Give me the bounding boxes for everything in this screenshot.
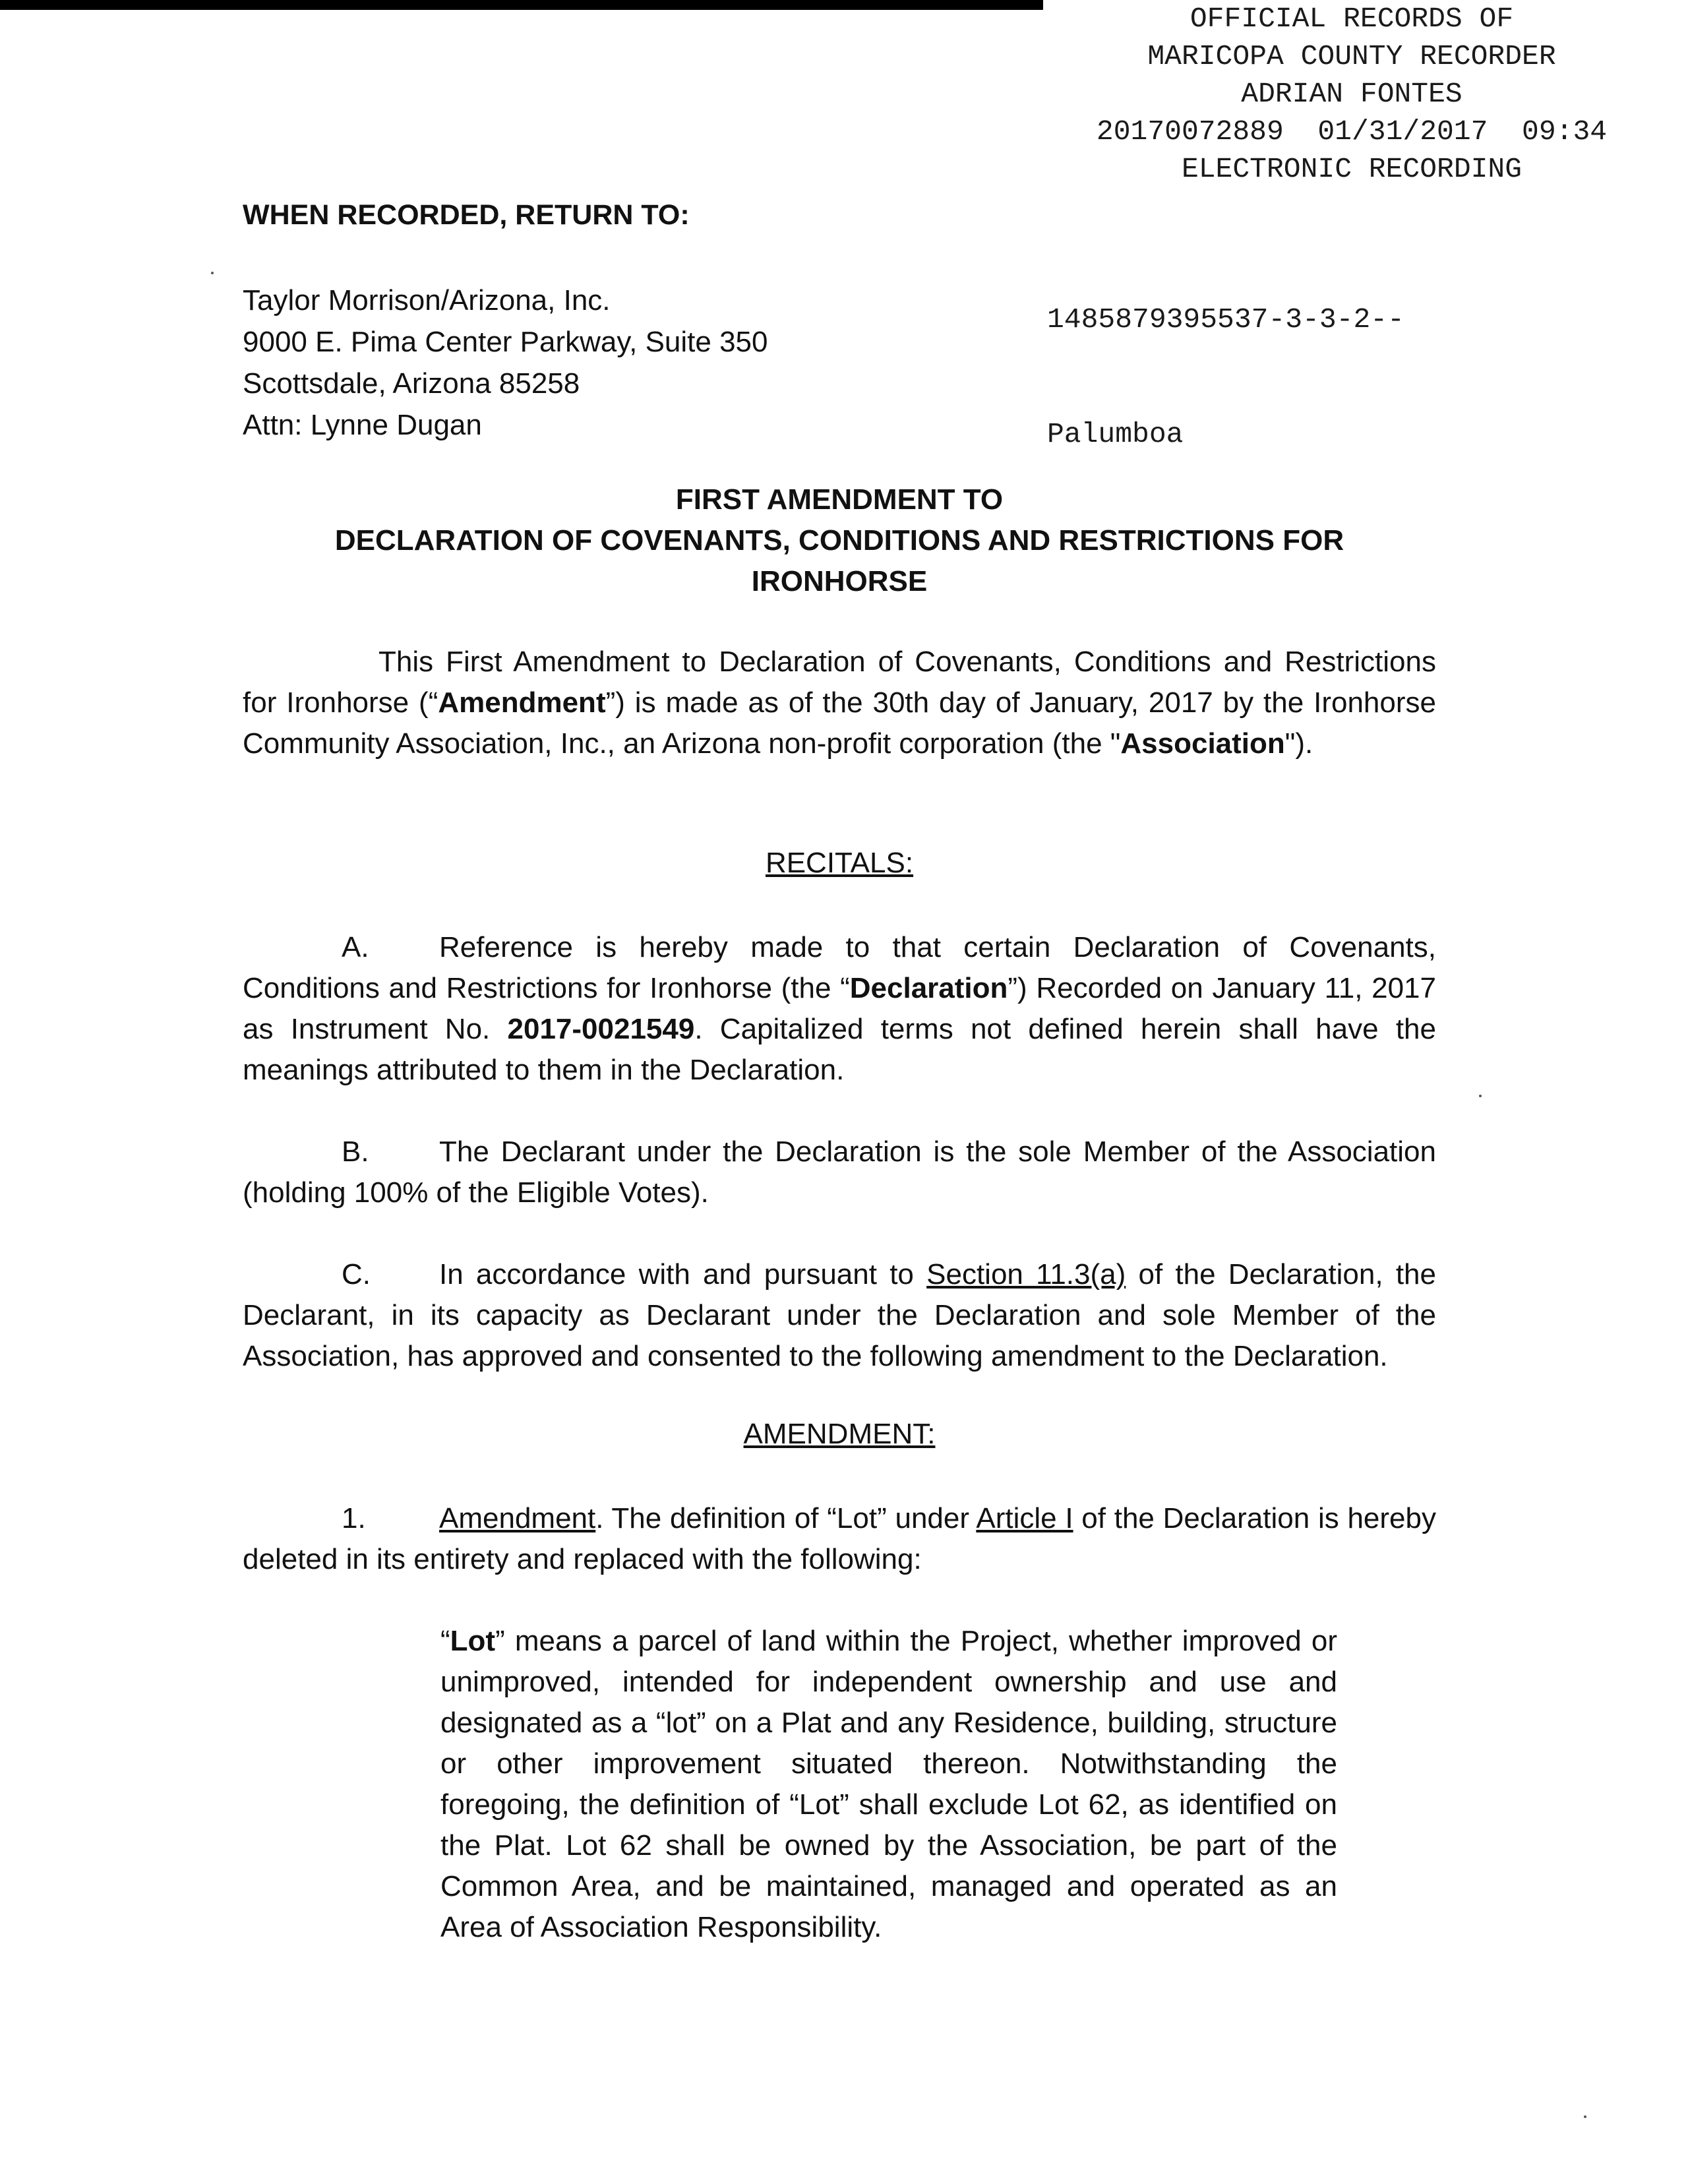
recital-letter: B. [342, 1136, 369, 1168]
text: ” means a parcel of land within the Project, whether improved or unimproved, intended for independent ownership and use and designated as a “lot” on a Plat and any Residence, building, structure or other improvement situated thereon. Notwithstanding the foregoing, the definition of “Lot” shall exclude Lot 62, as identified on the Plat. Lot 62 shall be owned by the Association, be part of the Common Area, and be maintained, managed and operated as an Area of Association Responsibility. [440, 1625, 1337, 1943]
text: ”) Recorded on January 11, 2017 as Instrument No. [243, 972, 1436, 1045]
text: of the Declaration is hereby deleted in its entirety and replaced with the following: [243, 1502, 1436, 1575]
text: of the Declaration, the Declarant, in its capacity as Declarant under the Declaration and sole Member of the Association, has approved and consented to the following amendment to the Declaration. [243, 1258, 1436, 1372]
address-attn: Attn: Lynne Dugan [243, 409, 482, 441]
recital-c [243, 1254, 1436, 1377]
scan-speck [1479, 1095, 1482, 1097]
stamp-clerk: Palumboa [1047, 418, 1184, 450]
recital-letter: C. [342, 1258, 371, 1290]
text: Reference is hereby made to that certain Declaration of Covenants, Conditions and Restrictions for Ironhorse (the “ [243, 931, 1436, 1004]
document-title [243, 479, 1436, 602]
stamp-batch [1047, 224, 1404, 492]
title-line: FIRST AMENDMENT TO [675, 483, 1004, 516]
address-city: Scottsdale, Arizona 85258 [243, 367, 580, 400]
defined-term: Declaration [849, 972, 1008, 1004]
text: "). [1284, 727, 1313, 760]
text: In accordance with and pursuant to [439, 1258, 927, 1290]
section-reference: Section 11.3(a) [926, 1258, 1126, 1290]
recitals-heading: RECITALS: [765, 847, 914, 879]
stamp-line: ADRIAN FONTES [1241, 78, 1462, 110]
lot-definition [440, 1621, 1337, 1948]
recorder-stamp [1022, 0, 1681, 188]
stamp-line: OFFICIAL RECORDS OF [1190, 3, 1514, 35]
item-heading: Amendment [439, 1502, 596, 1534]
scan-edge-bar [0, 0, 1043, 10]
article-reference: Article I [976, 1502, 1073, 1534]
text: . The definition of “Lot” under [595, 1502, 977, 1534]
text: . Capitalized terms not defined herein shall have the meanings attributed to them in the Declaration. [243, 1013, 1436, 1086]
defined-term: Lot [450, 1625, 496, 1657]
amendment-item-1 [243, 1498, 1436, 1580]
amendment-heading: AMENDMENT: [743, 1418, 936, 1450]
text: This First Amendment to Declaration of Covenants, Conditions and Restrictions for Ironhorse (“ [243, 646, 1436, 719]
stamp-recording-number: 20170072889 01/31/2017 09:34 [1096, 115, 1608, 148]
address-street: 9000 E. Pima Center Parkway, Suite 350 [243, 326, 768, 358]
address-name: Taylor Morrison/Arizona, Inc. [243, 284, 611, 317]
text: ”) is made as of the 30th day of January, 2017 by the Ironhorse Community Association, Inc., an Arizona non-profit corporation (the " [243, 686, 1436, 760]
instrument-number: 2017-0021549 [507, 1013, 695, 1045]
stamp-line: MARICOPA COUNTY RECORDER [1147, 40, 1556, 73]
title-line: DECLARATION OF COVENANTS, CONDITIONS AND RESTRICTIONS FOR [334, 524, 1344, 557]
text: “ [440, 1625, 450, 1657]
scan-speck [211, 272, 214, 274]
defined-term: Association [1120, 727, 1285, 760]
scan-speck [1584, 2115, 1586, 2118]
item-number: 1. [342, 1502, 366, 1534]
text: The Declarant under the Declaration is the sole Member of the Association (holding 100% of the Eligible Votes). [243, 1136, 1436, 1209]
return-address [243, 280, 768, 446]
stamp-batch-id: 1485879395537-3-3-2-- [1047, 303, 1404, 336]
defined-term: Amendment [438, 686, 606, 719]
recital-letter: A. [342, 931, 369, 963]
return-to-heading: WHEN RECORDED, RETURN TO: [243, 199, 690, 231]
recital-a [243, 927, 1436, 1091]
stamp-line: ELECTRONIC RECORDING [1181, 153, 1522, 185]
intro-paragraph [243, 642, 1436, 764]
title-line: IRONHORSE [751, 565, 928, 597]
recital-b [243, 1132, 1436, 1213]
